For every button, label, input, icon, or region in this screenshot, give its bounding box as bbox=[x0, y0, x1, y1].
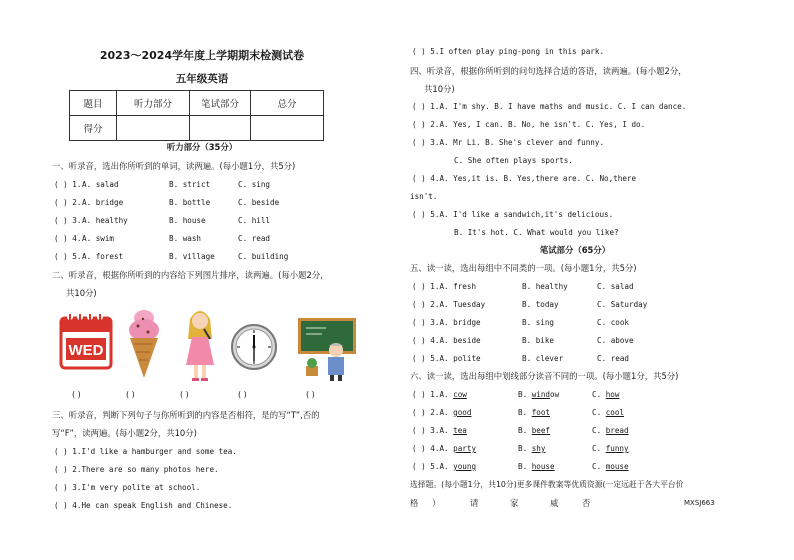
option-a: A. salad bbox=[82, 180, 119, 189]
option-c: C. sing bbox=[238, 180, 271, 189]
list-item bbox=[412, 173, 636, 185]
part7-instruction: 选择题。(每小题1分，共10分)更多课件教案等优质资源(一定远赶于各大平台价 bbox=[410, 480, 684, 489]
option-c: C. above bbox=[597, 336, 634, 345]
list-item bbox=[412, 101, 686, 113]
answer-bracket[interactable]: ( ) bbox=[412, 408, 426, 417]
answer-bracket[interactable]: ( ) bbox=[412, 300, 426, 309]
choice-text: 2.A. Yes, I can. B. No, he isn't. C. Yes, I do. bbox=[430, 120, 646, 129]
list-item bbox=[54, 197, 280, 209]
score-table-value-row bbox=[70, 116, 324, 141]
text-char: 格 bbox=[410, 498, 419, 508]
list-item bbox=[54, 464, 219, 476]
option-b-underlined: wind bbox=[531, 390, 551, 399]
part5-instruction: 五、读一读，选出每组中不同类的一项。(每小题1分，共5分) bbox=[410, 263, 637, 273]
sentence-text: 2.There are so many photos here. bbox=[72, 465, 219, 474]
answer-bracket[interactable]: ( ) bbox=[54, 180, 68, 189]
choice-text: 3.A. Mr Li. B. She's clever and funny. bbox=[430, 138, 605, 147]
option-a-label: 1.A. bbox=[430, 390, 454, 399]
calendar-icon bbox=[58, 312, 114, 372]
option-c: C. hill bbox=[238, 216, 271, 225]
list-item bbox=[412, 335, 634, 347]
option-c: C. read bbox=[238, 234, 271, 243]
writing-heading: 笔试部分（65分） bbox=[539, 245, 611, 255]
answer-bracket[interactable]: ( ) bbox=[412, 138, 426, 147]
option-b-underlined: foot bbox=[531, 408, 551, 417]
answer-bracket[interactable]: ( ) bbox=[412, 426, 426, 435]
option-a: 2.A. Tuesday bbox=[430, 300, 486, 309]
list-item bbox=[412, 299, 648, 311]
option-a-label: 4.A. bbox=[430, 444, 454, 453]
option-a: A. healthy bbox=[82, 216, 128, 225]
part4-instruction-cont: 共10分) bbox=[424, 84, 455, 94]
clock-icon bbox=[230, 323, 278, 371]
option-c-label: C. bbox=[592, 462, 606, 471]
answer-bracket[interactable]: ( ) bbox=[54, 447, 68, 456]
option-a-label: 2.A. bbox=[430, 408, 454, 417]
picture-bracket[interactable]: ( ) bbox=[180, 390, 189, 399]
list-item bbox=[412, 389, 620, 401]
option-a: 1.A. fresh bbox=[430, 282, 477, 291]
option-c-underlined: cool bbox=[605, 408, 625, 417]
option-c-underlined: funny bbox=[605, 444, 629, 453]
part3-instruction-cont: 写“F”，读两遍。(每小题2分，共10分) bbox=[52, 428, 197, 438]
option-a-underlined: tea bbox=[453, 426, 467, 435]
sentence-text: 4.He can speak English and Chinese. bbox=[72, 501, 233, 510]
option-b: B. wash bbox=[169, 234, 202, 243]
answer-bracket[interactable]: ( ) bbox=[54, 483, 68, 492]
option-a-underlined: cow bbox=[453, 390, 467, 399]
list-item bbox=[54, 500, 232, 512]
option-c-underlined: mouse bbox=[605, 462, 629, 471]
list-item bbox=[412, 443, 629, 455]
choice-continuation: B. It's hot. C. What would you like? bbox=[454, 228, 619, 237]
list-item bbox=[54, 446, 237, 458]
option-b: B. today bbox=[522, 300, 559, 309]
part4-instruction: 四、听录音，根据你所听到的问句选择合适的答语，读两遍。(每小题2分， bbox=[410, 66, 687, 76]
answer-bracket[interactable]: ( ) bbox=[54, 198, 68, 207]
teacher-blackboard-icon bbox=[296, 316, 358, 382]
option-c-underlined: bread bbox=[605, 426, 629, 435]
part2-instruction: 二、听录音，根据你所听到的内容给下列图片排序，读两遍。(每小题2分， bbox=[52, 270, 329, 280]
option-c: C. building bbox=[238, 252, 289, 261]
choice-continuation: C. She often plays sports. bbox=[454, 156, 573, 165]
girl-singing-icon bbox=[180, 305, 220, 383]
option-a-underlined: party bbox=[453, 444, 477, 453]
option-b: B. sing bbox=[522, 318, 555, 327]
option-b: B. house bbox=[169, 216, 206, 225]
list-item bbox=[412, 353, 630, 365]
option-c: C. cook bbox=[597, 318, 630, 327]
answer-bracket[interactable]: ( ) bbox=[412, 210, 426, 219]
answer-bracket[interactable]: ( ) bbox=[412, 336, 426, 345]
option-c: C. Saturday bbox=[597, 300, 648, 309]
option-b-label: B. bbox=[518, 390, 532, 399]
option-a: 4.A. beside bbox=[430, 336, 481, 345]
choice-text: 5.A. I'd like a sandwich,it's delicious. bbox=[430, 210, 614, 219]
doc-code: MXSJ663 bbox=[684, 499, 715, 507]
option-a-underlined: good bbox=[453, 408, 472, 417]
option-b-label: B. bbox=[518, 444, 532, 453]
option-b: B. healthy bbox=[522, 282, 568, 291]
list-item bbox=[54, 251, 289, 263]
score-input-cell[interactable] bbox=[190, 116, 251, 141]
text-char: 家 bbox=[510, 498, 519, 508]
option-c-underlined: how bbox=[605, 390, 620, 399]
choice-text: 1.A. I'm shy. B. I have maths and music. C. I can dance. bbox=[430, 102, 687, 111]
text-char: 威 bbox=[550, 498, 559, 508]
answer-bracket[interactable]: ( ) bbox=[412, 318, 426, 327]
option-a-underlined: young bbox=[453, 462, 477, 471]
answer-bracket[interactable]: ( ) bbox=[54, 501, 68, 510]
option-b-label: B. bbox=[518, 408, 532, 417]
sentence-text: 5.I often play ping-pong in this park. bbox=[430, 47, 605, 56]
list-item bbox=[412, 281, 634, 293]
clock-picture bbox=[230, 323, 278, 375]
text-char: 否 bbox=[582, 498, 591, 508]
score-row-label: 得分 bbox=[70, 116, 117, 141]
option-b: B. village bbox=[169, 252, 215, 261]
exam-title: 2023～2024学年度上学期期末检测试卷 bbox=[99, 49, 305, 62]
list-item bbox=[412, 407, 625, 419]
option-a: A. swim bbox=[82, 234, 115, 243]
picture-bracket[interactable]: ( ) bbox=[238, 390, 247, 399]
answer-bracket[interactable]: ( ) bbox=[412, 462, 426, 471]
item-number: 1. bbox=[72, 180, 82, 189]
teacher-picture bbox=[296, 316, 358, 386]
list-item bbox=[412, 137, 604, 149]
option-c-label: C. bbox=[592, 408, 606, 417]
option-b-label: B. bbox=[518, 426, 532, 435]
item-number: 3. bbox=[72, 216, 82, 225]
option-b-underlined: shy bbox=[531, 444, 546, 453]
left-column bbox=[52, 0, 382, 560]
option-b-underlined: house bbox=[531, 462, 555, 471]
girl-picture bbox=[180, 305, 220, 387]
icecream-picture bbox=[124, 308, 164, 384]
item-number: 5. bbox=[72, 252, 82, 261]
choice-continuation: isn't. bbox=[410, 192, 438, 201]
answer-bracket[interactable]: ( ) bbox=[54, 216, 68, 225]
choice-text: 4.A. Yes,it is. B. Yes,there are. C. No,there bbox=[430, 174, 637, 183]
option-a-label: 3.A. bbox=[430, 426, 454, 435]
part1-instruction: 一、听录音，选出你所听到的单词，读两遍。(每小题1分，共5分) bbox=[52, 161, 296, 171]
text-char: ） bbox=[432, 498, 441, 508]
answer-bracket[interactable]: ( ) bbox=[54, 465, 68, 474]
score-input-cell[interactable] bbox=[117, 116, 190, 141]
option-c-label: C. bbox=[592, 426, 606, 435]
list-item bbox=[412, 425, 629, 437]
score-header-cell: 总分 bbox=[251, 91, 324, 116]
score-header-cell: 听力部分 bbox=[117, 91, 190, 116]
option-c: C. read bbox=[597, 354, 630, 363]
item-number: 2. bbox=[72, 198, 82, 207]
option-b: B. strict bbox=[169, 180, 211, 189]
option-b: B. bike bbox=[522, 336, 555, 345]
answer-bracket[interactable]: ( ) bbox=[412, 354, 426, 363]
option-a: A. forest bbox=[82, 252, 124, 261]
option-b-rest: ow bbox=[550, 390, 560, 399]
answer-bracket[interactable]: ( ) bbox=[412, 444, 426, 453]
list-item bbox=[54, 179, 271, 191]
calendar-text: WED bbox=[68, 342, 104, 359]
answer-bracket[interactable]: ( ) bbox=[54, 234, 68, 243]
list-item bbox=[412, 317, 630, 329]
answer-bracket[interactable]: ( ) bbox=[412, 47, 426, 56]
list-item bbox=[412, 461, 629, 473]
right-column bbox=[410, 0, 750, 560]
score-header-cell: 笔试部分 bbox=[190, 91, 251, 116]
answer-bracket[interactable]: ( ) bbox=[412, 174, 426, 183]
answer-bracket[interactable]: ( ) bbox=[412, 282, 426, 291]
picture-bracket[interactable]: ( ) bbox=[306, 390, 315, 399]
score-table bbox=[69, 90, 324, 141]
option-c: C. beside bbox=[238, 198, 280, 207]
option-a: 5.A. polite bbox=[430, 354, 481, 363]
option-c-label: C. bbox=[592, 444, 606, 453]
answer-bracket[interactable]: ( ) bbox=[412, 120, 426, 129]
answer-bracket[interactable]: ( ) bbox=[54, 252, 68, 261]
option-c: C. salad bbox=[597, 282, 634, 291]
list-item bbox=[412, 46, 604, 58]
score-header-cell: 题目 bbox=[70, 91, 117, 116]
part3-instruction: 三、听录音，判断下列句子与你所听到的内容是否相符，是的写“T”,否的 bbox=[52, 410, 320, 420]
list-item bbox=[54, 482, 200, 494]
text-char: 请 bbox=[470, 498, 479, 508]
sentence-text: 3.I'm very polite at school. bbox=[72, 483, 201, 492]
item-number: 4. bbox=[72, 234, 82, 243]
option-b: B. clever bbox=[522, 354, 564, 363]
picture-bracket[interactable]: ( ) bbox=[72, 390, 81, 399]
listening-heading: 听力部分（35分） bbox=[166, 142, 238, 152]
exam-subtitle: 五年级英语 bbox=[175, 73, 229, 85]
option-b: B. bottle bbox=[169, 198, 211, 207]
list-item bbox=[54, 215, 271, 227]
part6-instruction: 六、读一读，选出每组中划线部分读音不同的一项。(每小题1分，共5分) bbox=[410, 371, 679, 381]
score-input-cell[interactable] bbox=[251, 116, 324, 141]
option-c-label: C. bbox=[592, 390, 606, 399]
part2-instruction-cont: 共10分) bbox=[66, 288, 97, 298]
list-item bbox=[54, 233, 271, 245]
answer-bracket[interactable]: ( ) bbox=[412, 390, 426, 399]
list-item bbox=[412, 209, 613, 221]
calendar-picture bbox=[58, 312, 114, 376]
picture-bracket[interactable]: ( ) bbox=[126, 390, 135, 399]
answer-bracket[interactable]: ( ) bbox=[412, 102, 426, 111]
option-a-label: 5.A. bbox=[430, 462, 454, 471]
score-table-header-row bbox=[70, 91, 324, 116]
option-a: 3.A. bridge bbox=[430, 318, 481, 327]
option-a: A. bridge bbox=[82, 198, 124, 207]
option-b-underlined: beef bbox=[531, 426, 551, 435]
option-b-label: B. bbox=[518, 462, 532, 471]
sentence-text: 1.I'd like a hamburger and some tea. bbox=[72, 447, 237, 456]
ice-cream-icon bbox=[124, 308, 164, 380]
list-item bbox=[412, 119, 645, 131]
